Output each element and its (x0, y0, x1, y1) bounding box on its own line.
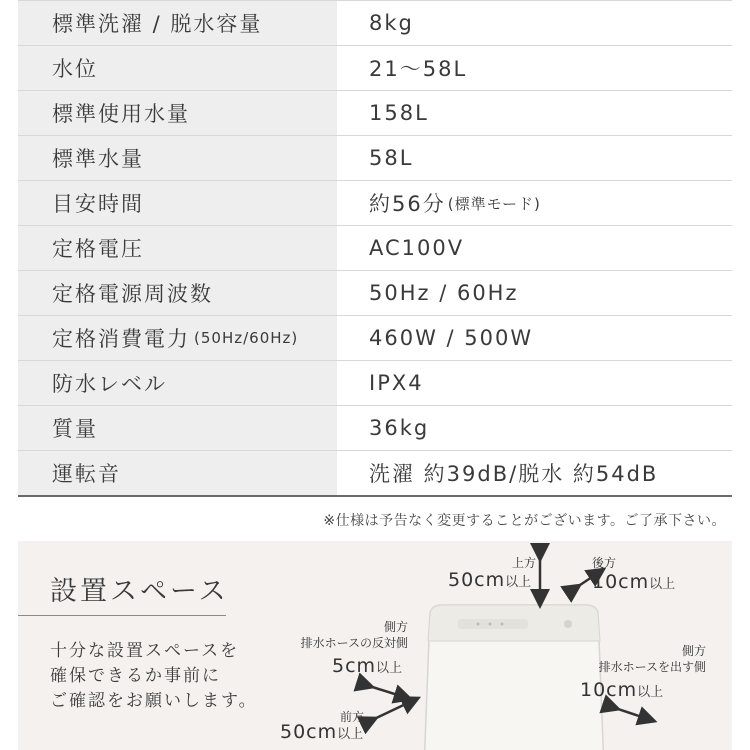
spec-label-text: 標準使用水量 (52, 102, 190, 126)
spec-label (18, 46, 337, 90)
side-right-caption: 側方 排水ホースを出す側 (598, 644, 706, 674)
spec-label (18, 316, 337, 360)
spec-label (18, 271, 337, 315)
spec-label (18, 136, 337, 180)
spec-label-text: 質量 (52, 417, 98, 441)
spec-row (18, 181, 732, 226)
spec-row (18, 361, 732, 406)
spec-label-text: 防水レベル (52, 372, 167, 396)
spec-value (337, 46, 732, 90)
spec-row (18, 136, 732, 181)
top-caption: 上方 (512, 556, 537, 570)
spec-value-text: IPX4 (369, 371, 424, 395)
spec-row (18, 91, 732, 136)
front-clearance: 50cm以上 (280, 721, 364, 743)
spec-row (18, 406, 732, 451)
spec-value-text: 158L (369, 101, 429, 125)
front-arrow (370, 701, 412, 721)
spec-value (337, 1, 732, 45)
spec-value (337, 361, 732, 405)
spec-value-sub: (標準モード) (447, 194, 541, 213)
spec-value-text: 約56分 (369, 192, 446, 216)
spec-label (18, 406, 337, 450)
spec-value-text: 58L (369, 146, 414, 170)
spec-value-text: 21～58L (369, 57, 468, 81)
spec-label (18, 91, 337, 135)
install-space-section (18, 541, 732, 750)
spec-label (18, 181, 337, 225)
spec-label-text: 運転音 (52, 462, 121, 486)
spec-value-text: 460W / 500W (369, 326, 534, 350)
disclaimer-note: ※仕様は予告なく変更することがございます。ご了承下さい。 (323, 513, 726, 529)
spec-value (337, 316, 732, 360)
spec-value (337, 451, 732, 495)
spec-value-text: 36kg (369, 416, 430, 440)
spec-table (18, 0, 732, 497)
spec-label-text: 定格電源周波数 (52, 282, 213, 306)
spec-value (337, 136, 732, 180)
spec-row (18, 226, 732, 271)
top-clearance: 50cm以上 (448, 569, 532, 591)
side-left-caption: 側方 排水ホースの反対側 (300, 620, 408, 650)
spec-label-text: 標準洗濯 / 脱水容量 (52, 12, 263, 36)
spec-label (18, 226, 337, 270)
install-title: 設置スペース (50, 576, 229, 607)
spec-label-text: 標準水量 (52, 147, 144, 171)
spec-label-text: 水位 (52, 57, 98, 81)
spec-row (18, 451, 732, 497)
spec-label (18, 361, 337, 405)
side-right-clearance: 10cm以上 (580, 679, 664, 701)
spec-value (337, 271, 732, 315)
spec-label (18, 451, 337, 495)
spec-row (18, 1, 732, 46)
spec-value-text: AC100V (369, 236, 465, 260)
spec-row (18, 46, 732, 91)
spec-label-text: 目安時間 (52, 192, 144, 216)
spec-label-text: 定格消費電力 (52, 327, 190, 351)
spec-label-text: 定格電圧 (52, 237, 144, 261)
back-caption: 後方 (592, 556, 617, 570)
spec-value (337, 226, 732, 270)
install-description: 十分な設置スペースを 確保できるか事前に ご確認をお願いします。 (50, 641, 258, 711)
side-left-arrow (366, 685, 404, 697)
back-clearance: 10cm以上 (592, 571, 676, 593)
spec-row (18, 316, 732, 361)
spec-row (18, 271, 732, 316)
spec-value (337, 181, 732, 225)
side-right-arrow (612, 707, 648, 719)
spec-value-text: 8kg (369, 11, 414, 35)
spec-value-text: 洗濯 約39dB/脱水 約54dB (369, 462, 659, 486)
spec-label (18, 1, 337, 45)
spec-value (337, 91, 732, 135)
spec-label-sub: (50Hz/60Hz) (194, 329, 299, 347)
spec-value (337, 406, 732, 450)
side-left-clearance: 5cm以上 (332, 655, 403, 677)
front-caption: 前方 (340, 710, 365, 724)
spec-value-text: 50Hz / 60Hz (369, 281, 519, 305)
